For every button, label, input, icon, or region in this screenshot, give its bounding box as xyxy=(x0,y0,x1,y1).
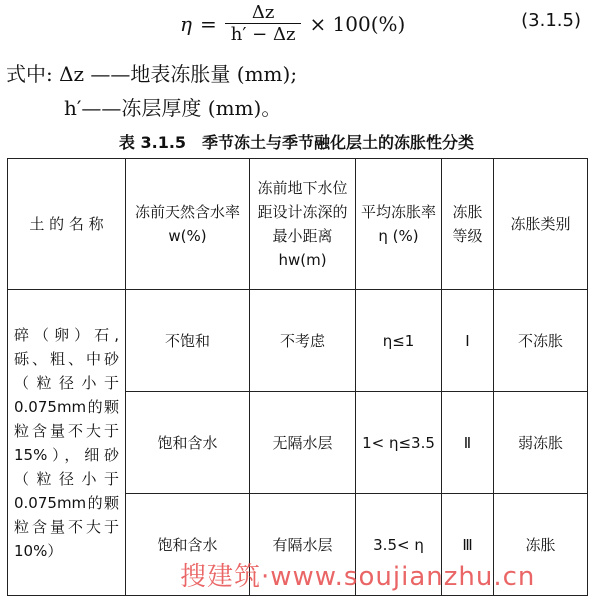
cell-type: 弱冻胀 xyxy=(494,392,588,494)
formula-eta: η xyxy=(180,12,192,36)
formula-denominator: h′ − Δz xyxy=(230,23,296,45)
formula-equals: = xyxy=(199,12,217,36)
where-line-2: h′——冻层厚度 (mm)。 xyxy=(64,96,282,120)
cell-rate: 1< η≤3.5 xyxy=(356,392,442,494)
cell-level: Ⅰ xyxy=(442,290,494,392)
header-soil-name: 土 的 名 称 xyxy=(8,159,126,290)
cell-moisture: 饱和含水 xyxy=(126,392,250,494)
watermark: 搜建筑·www.soujianzhu.cn xyxy=(180,562,536,592)
formula-number: (3.1.5) xyxy=(521,10,581,31)
cell-type: 不冻胀 xyxy=(494,290,588,392)
formula-numerator: Δz xyxy=(251,1,275,23)
header-moisture: 冻前天然含水率 w(%) xyxy=(126,159,250,290)
cell-moisture: 饱和含水 xyxy=(126,494,250,596)
header-distance: 冻前地下水位距设计冻深的最小距离 hw(m) xyxy=(250,159,356,290)
where-line-1: 式中: Δz ——地表冻胀量 (mm); xyxy=(6,62,298,86)
cell-distance: 无隔水层 xyxy=(250,392,356,494)
table-caption: 表 3.1.5 季节冻土与季节融化层土的冻胀性分类 xyxy=(118,133,475,152)
cell-level: Ⅲ xyxy=(442,494,494,596)
formula-multiplier: × 100(%) xyxy=(309,12,406,36)
formula xyxy=(180,0,405,48)
formula-fraction xyxy=(225,3,302,46)
table-header-row xyxy=(8,159,588,290)
cell-moisture: 不饱和 xyxy=(126,290,250,392)
cell-distance: 有隔水层 xyxy=(250,494,356,596)
header-rate: 平均冻胀率 η (%) xyxy=(356,159,442,290)
header-level: 冻胀等级 xyxy=(442,159,494,290)
cell-rate: η≤1 xyxy=(356,290,442,392)
soil-description: 碎（卵）石, 砾、粗、中砂（粒径小于0.075mm的颗粒含量不大于15%），细砂（粒径小于0.075mm的颗粒含量不大于10%） xyxy=(8,290,126,596)
table-row xyxy=(8,290,588,392)
frost-heave-table xyxy=(7,158,588,596)
cell-rate: 3.5< η xyxy=(356,494,442,596)
cell-type: 冻胀 xyxy=(494,494,588,596)
header-type: 冻胀类别 xyxy=(494,159,588,290)
cell-distance: 不考虑 xyxy=(250,290,356,392)
cell-level: Ⅱ xyxy=(442,392,494,494)
